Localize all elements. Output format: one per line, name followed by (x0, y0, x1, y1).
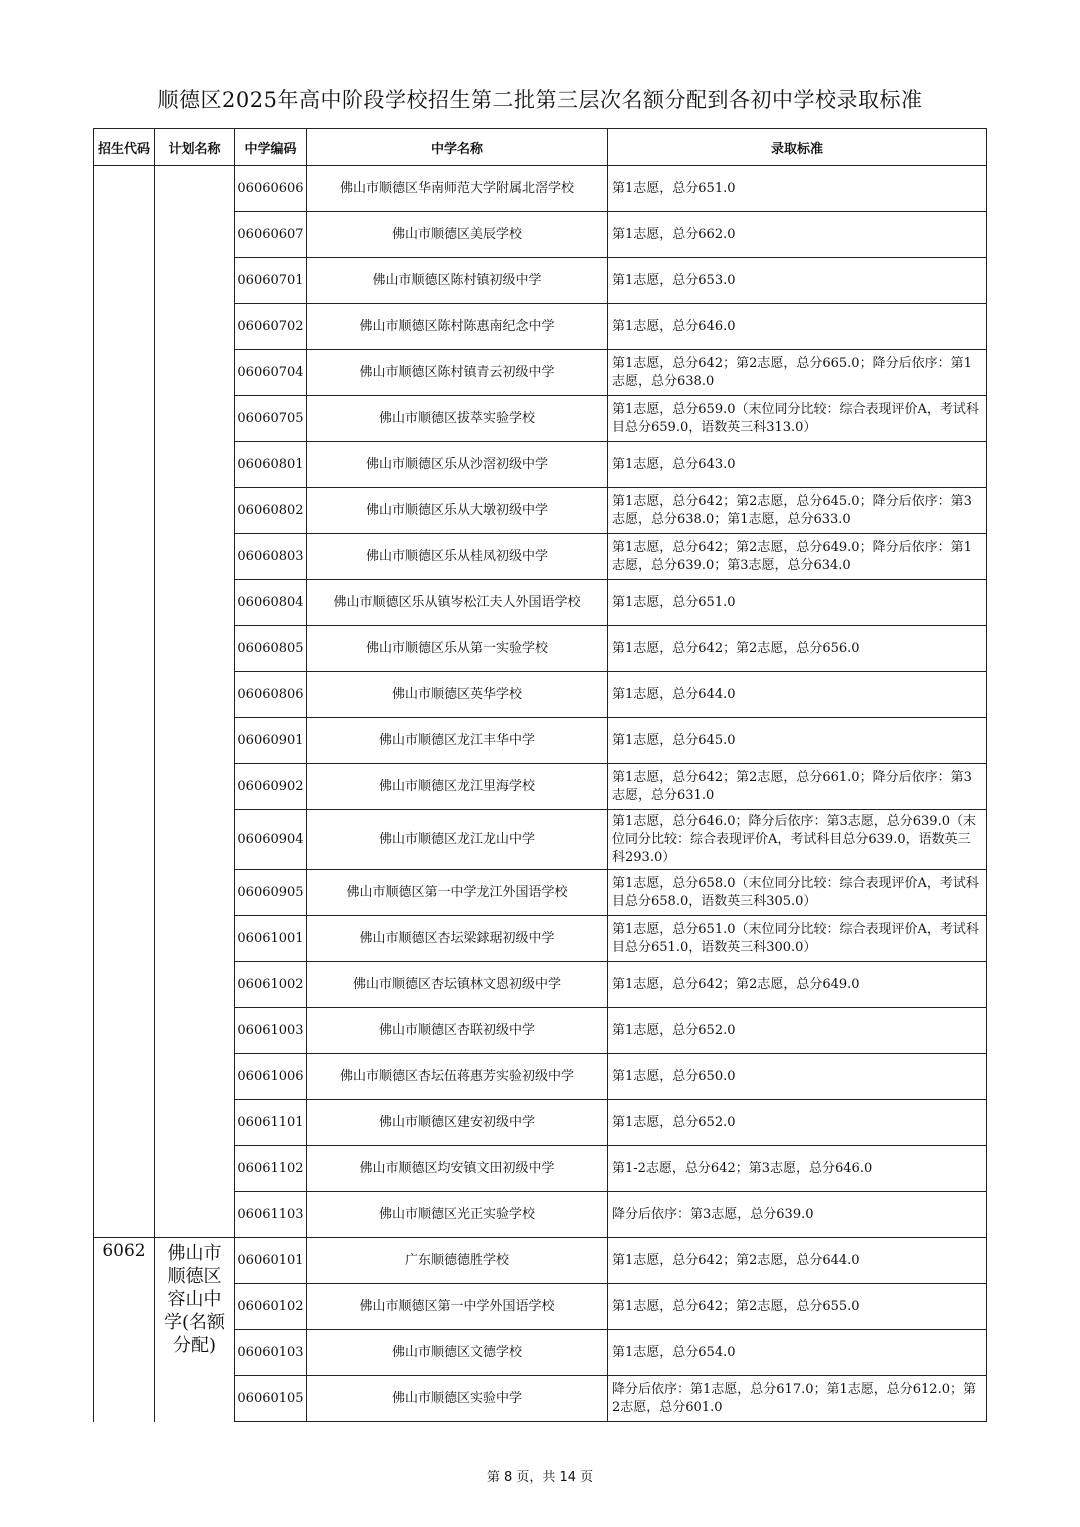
school-code-cell: 06060105 (235, 1376, 307, 1422)
table-header-row (94, 129, 987, 166)
admission-standard-cell: 降分后依序：第1志愿，总分617.0；第1志愿，总分612.0；第2志愿，总分601.0 (608, 1376, 987, 1422)
school-name-cell: 佛山市顺德区陈村镇初级中学 (307, 258, 608, 304)
school-code-cell: 06060805 (235, 626, 307, 672)
header-standard: 录取标准 (608, 129, 987, 166)
recruit-code-cell (94, 166, 155, 1238)
admission-standard-cell: 第1志愿，总分646.0 (608, 304, 987, 350)
admission-standard-cell: 第1志愿，总分658.0（末位同分比较：综合表现评价A，考试科目总分658.0，语数英三科305.0） (608, 870, 987, 916)
school-name-cell: 佛山市顺德区第一中学龙江外国语学校 (307, 870, 608, 916)
admission-standard-cell: 第1志愿，总分642；第2志愿，总分665.0；降分后依序：第1志愿，总分638.0 (608, 350, 987, 396)
school-name-cell: 佛山市顺德区建安初级中学 (307, 1100, 608, 1146)
school-name-cell: 佛山市顺德区杏坛梁銶琚初级中学 (307, 916, 608, 962)
admission-standard-cell: 第1志愿，总分642；第2志愿，总分649.0 (608, 962, 987, 1008)
school-code-cell: 06060101 (235, 1238, 307, 1284)
school-code-cell: 06060802 (235, 488, 307, 534)
school-code-cell: 06060801 (235, 442, 307, 488)
table-body (94, 166, 987, 1422)
admission-standard-cell: 第1志愿，总分643.0 (608, 442, 987, 488)
school-name-cell: 佛山市顺德区光正实验学校 (307, 1192, 608, 1238)
page-number: 第 8 页，共 14 页 (486, 1470, 594, 1485)
admission-standard-cell: 第1志愿，总分642；第2志愿，总分649.0；降分后依序：第1志愿，总分639.0；第3志愿，总分634.0 (608, 534, 987, 580)
admission-standard-cell: 第1志愿，总分651.0 (608, 580, 987, 626)
admission-standard-cell: 降分后依序：第3志愿，总分639.0 (608, 1192, 987, 1238)
admission-standard-cell: 第1志愿，总分645.0 (608, 718, 987, 764)
recruit-code-cell: 6062 (94, 1238, 155, 1422)
school-name-cell: 佛山市顺德区英华学校 (307, 672, 608, 718)
school-code-cell: 06060704 (235, 350, 307, 396)
school-name-cell: 佛山市顺德区龙江丰华中学 (307, 718, 608, 764)
admission-standard-cell: 第1志愿，总分644.0 (608, 672, 987, 718)
school-name-cell: 佛山市顺德区陈村陈惠南纪念中学 (307, 304, 608, 350)
admission-standard-cell: 第1志愿，总分659.0（末位同分比较：综合表现评价A，考试科目总分659.0，语数英三科313.0） (608, 396, 987, 442)
school-code-cell: 06060804 (235, 580, 307, 626)
table-row (94, 166, 987, 212)
admission-standard-cell: 第1志愿，总分642；第2志愿，总分656.0 (608, 626, 987, 672)
school-code-cell: 06060803 (235, 534, 307, 580)
school-code-cell: 06060103 (235, 1330, 307, 1376)
school-name-cell: 佛山市顺德区文德学校 (307, 1330, 608, 1376)
school-name-cell: 佛山市顺德区龙江龙山中学 (307, 810, 608, 870)
admission-standard-cell: 第1志愿，总分662.0 (608, 212, 987, 258)
school-code-cell: 06060702 (235, 304, 307, 350)
page-title: 顺德区2025年高中阶段学校招生第二批第三层次名额分配到各初中学校录取标准 (157, 88, 923, 112)
school-name-cell: 佛山市顺德区乐从第一实验学校 (307, 626, 608, 672)
admission-standard-cell: 第1志愿，总分654.0 (608, 1330, 987, 1376)
school-code-cell: 06060701 (235, 258, 307, 304)
admission-standard-cell: 第1志愿，总分650.0 (608, 1054, 987, 1100)
admission-standard-cell: 第1志愿，总分652.0 (608, 1100, 987, 1146)
school-name-cell: 佛山市顺德区第一中学外国语学校 (307, 1284, 608, 1330)
header-school-name: 中学名称 (307, 129, 608, 166)
school-name-cell: 佛山市顺德区杏联初级中学 (307, 1008, 608, 1054)
school-name-cell: 广东顺德德胜学校 (307, 1238, 608, 1284)
admission-standard-cell: 第1志愿，总分642；第2志愿，总分644.0 (608, 1238, 987, 1284)
header-recruit-code: 招生代码 (94, 129, 155, 166)
school-code-cell: 06060902 (235, 764, 307, 810)
school-code-cell: 06060102 (235, 1284, 307, 1330)
school-code-cell: 06061102 (235, 1146, 307, 1192)
school-name-cell: 佛山市顺德区陈村镇青云初级中学 (307, 350, 608, 396)
admission-standard-cell: 第1志愿，总分651.0 (608, 166, 987, 212)
school-name-cell: 佛山市顺德区华南师范大学附属北滘学校 (307, 166, 608, 212)
school-code-cell: 06060606 (235, 166, 307, 212)
school-name-cell: 佛山市顺德区均安镇文田初级中学 (307, 1146, 608, 1192)
school-code-cell: 06061006 (235, 1054, 307, 1100)
admission-standard-cell: 第1志愿，总分642；第2志愿，总分655.0 (608, 1284, 987, 1330)
school-code-cell: 06060901 (235, 718, 307, 764)
admission-standard-cell: 第1志愿，总分646.0；降分后依序：第3志愿，总分639.0（末位同分比较：综合表现评价A，考试科目总分639.0，语数英三科293.0） (608, 810, 987, 870)
school-name-cell: 佛山市顺德区龙江里海学校 (307, 764, 608, 810)
admission-standard-cell: 第1志愿，总分652.0 (608, 1008, 987, 1054)
school-code-cell: 06060806 (235, 672, 307, 718)
admission-standard-cell: 第1志愿，总分642；第2志愿，总分645.0；降分后依序：第3志愿，总分638.0；第1志愿，总分633.0 (608, 488, 987, 534)
header-plan-name: 计划名称 (155, 129, 235, 166)
school-name-cell: 佛山市顺德区杏坛伍蒋惠芳实验初级中学 (307, 1054, 608, 1100)
school-code-cell: 06060607 (235, 212, 307, 258)
school-name-cell: 佛山市顺德区乐从桂凤初级中学 (307, 534, 608, 580)
header-school-code: 中学编码 (235, 129, 307, 166)
school-name-cell: 佛山市顺德区拔萃实验学校 (307, 396, 608, 442)
school-name-cell: 佛山市顺德区乐从沙滘初级中学 (307, 442, 608, 488)
school-name-cell: 佛山市顺德区乐从镇岑松江夫人外国语学校 (307, 580, 608, 626)
admission-standard-cell: 第1志愿，总分653.0 (608, 258, 987, 304)
plan-name-cell: 佛山市顺德区容山中学(名额分配) (155, 1238, 235, 1422)
school-code-cell: 06060705 (235, 396, 307, 442)
school-code-cell: 06060904 (235, 810, 307, 870)
school-code-cell: 06061003 (235, 1008, 307, 1054)
school-code-cell: 06061101 (235, 1100, 307, 1146)
school-code-cell: 06060905 (235, 870, 307, 916)
admission-standards-table (93, 128, 987, 1422)
school-name-cell: 佛山市顺德区实验中学 (307, 1376, 608, 1422)
plan-name-cell (155, 166, 235, 1238)
admission-standard-cell: 第1-2志愿，总分642；第3志愿，总分646.0 (608, 1146, 987, 1192)
school-name-cell: 佛山市顺德区杏坛镇林文恩初级中学 (307, 962, 608, 1008)
school-code-cell: 06061103 (235, 1192, 307, 1238)
table-row (94, 1238, 987, 1284)
admission-standard-cell: 第1志愿，总分651.0（末位同分比较：综合表现评价A，考试科目总分651.0，语数英三科300.0） (608, 916, 987, 962)
school-name-cell: 佛山市顺德区美辰学校 (307, 212, 608, 258)
school-name-cell: 佛山市顺德区乐从大墩初级中学 (307, 488, 608, 534)
school-code-cell: 06061002 (235, 962, 307, 1008)
school-code-cell: 06061001 (235, 916, 307, 962)
admission-standard-cell: 第1志愿，总分642；第2志愿，总分661.0；降分后依序：第3志愿，总分631.0 (608, 764, 987, 810)
